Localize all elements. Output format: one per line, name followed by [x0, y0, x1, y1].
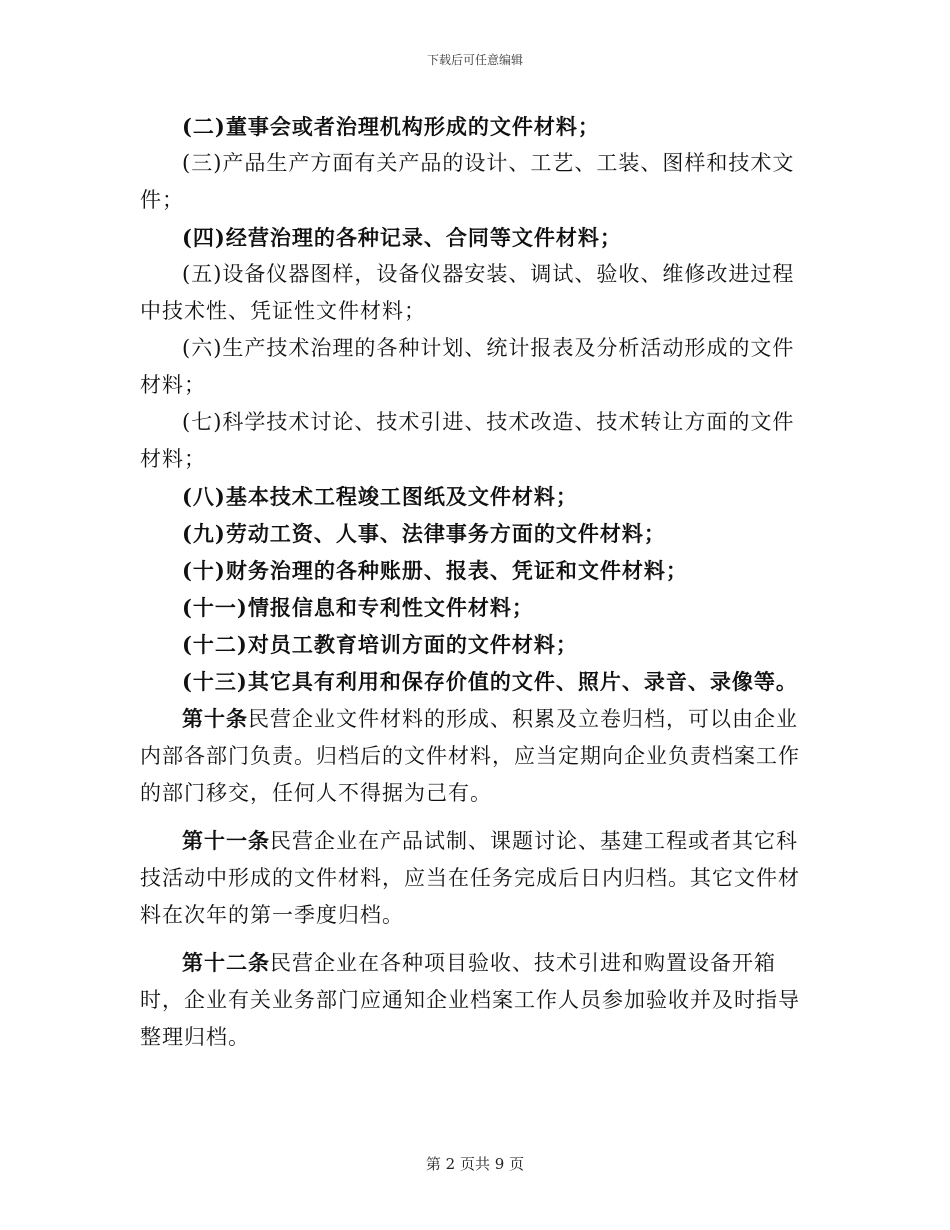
article-10 [140, 700, 800, 812]
list-item: (六)生产技术治理的各种计划、统计报表及分析活动形成的文件材料； [140, 336, 795, 397]
page-header: 下载后可任意编辑 [426, 53, 523, 67]
article-body: 民营企业文件材料的形成、积累及立卷归档，可以由企业内部各部门负责。归档后的文件材料，应当定期向企业负责档案工作的部门移交，任何人不得据为己有。 [140, 707, 800, 805]
article-body: 民营企业在各种项目验收、技术引进和购置设备开箱时，企业有关业务部门应通知企业档案工作人员参加验收并及时指导整理归档。 [140, 951, 800, 1049]
article-title: 第十一条 [182, 828, 270, 853]
list-item: (十三)其它具有利用和保存价值的文件、照片、录音、录像等。 [182, 669, 798, 694]
article-title: 第十条 [182, 706, 248, 731]
page-number: 第 2 页共 9 页 [425, 1155, 525, 1173]
list-item: (四)经营治理的各种记录、合同等文件材料； [182, 225, 622, 250]
list-item: (五)设备仪器图样，设备仪器安装、调试、验收、维修改进过程中技术性、凭证性文件材料； [140, 262, 795, 323]
list-item: (十二)对员工教育培训方面的文件材料； [182, 632, 578, 657]
list-item: (三)产品生产方面有关产品的设计、工艺、工装、图样和技术文件； [140, 151, 795, 212]
list-item: (七)科学技术讨论、技术引进、技术改造、技术转让方面的文件材料； [140, 410, 795, 471]
list-item: (九)劳动工资、人事、法律事务方面的文件材料； [182, 521, 666, 546]
article-title: 第十二条 [182, 950, 270, 975]
list-item: (八)基本技术工程竣工图纸及文件材料； [182, 484, 578, 509]
article-body: 民营企业在产品试制、课题讨论、基建工程或者其它科技活动中形成的文件材料，应当在任务完成后日内归档。其它文件材料在次年的第一季度归档。 [140, 829, 800, 927]
article-12 [140, 944, 800, 1056]
list-item: (二)董事会或者治理机构形成的文件材料； [182, 114, 600, 139]
article-11 [140, 822, 800, 934]
document-body [140, 108, 800, 1056]
list-item: (十)财务治理的各种账册、报表、凭证和文件材料； [182, 558, 688, 583]
list-item: (十一)情报信息和专利性文件材料； [182, 595, 534, 620]
